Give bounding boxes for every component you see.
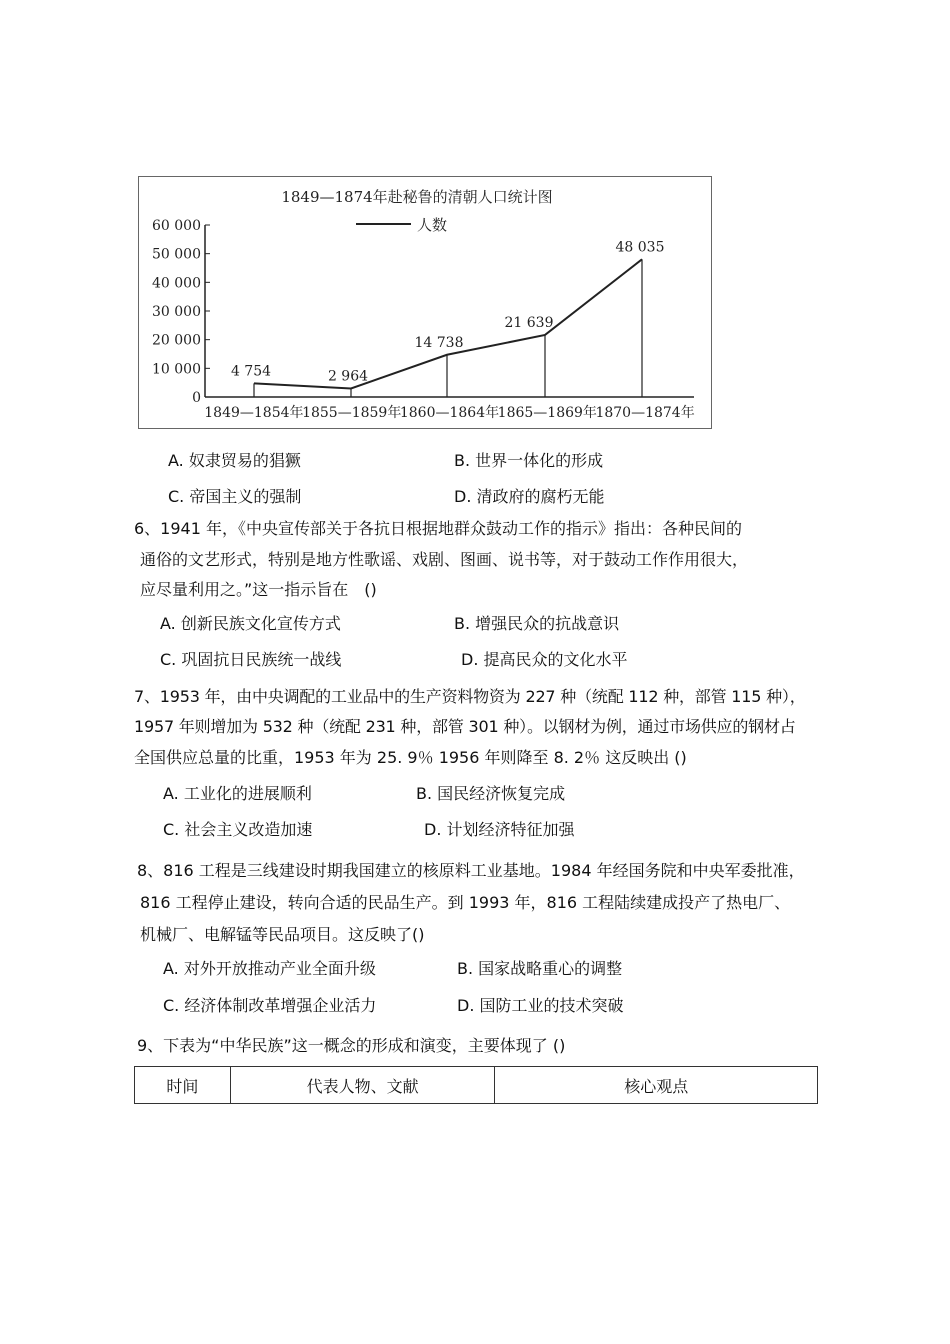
x-tick-labels (204, 404, 694, 421)
series-line-path (254, 259, 642, 388)
line-chart (139, 177, 710, 427)
y-tick-label: 50 000 (152, 246, 201, 263)
q6-option-c[interactable]: C. 巩固抗日民族统一战线 (160, 650, 342, 669)
y-tick-label: 10 000 (152, 361, 201, 378)
chart-title: 1849—1874年赴秘鲁的清朝人口统计图 (281, 188, 553, 206)
q8-stem-line-1: 8、816 工程是三线建设时期我国建立的核原料工业基地。1984 年经国务院和中央军委批准， (137, 861, 805, 880)
table-header-viewpoint: 核心观点 (495, 1067, 818, 1104)
q9-stem: 9、下表为“中华民族”这一概念的形成和演变，主要体现了 () (137, 1036, 566, 1055)
data-label: 48 035 (615, 239, 665, 256)
data-label: 14 738 (414, 334, 464, 351)
q8-option-c[interactable]: C. 经济体制改革增强企业活力 (163, 996, 377, 1015)
q7-option-a[interactable]: A. 工业化的进展顺利 (163, 784, 312, 803)
q6-stem-line-3: 应尽量利用之。”这一指示旨在 () (140, 580, 377, 599)
legend-label: 人数 (417, 216, 448, 234)
q6-stem-line-1: 6、1941 年，《中央宣传部关于各抗日根据地群众鼓动工作的指示》指出：各种民间的 (134, 519, 742, 538)
q8-option-b[interactable]: B. 国家战略重心的调整 (457, 959, 623, 978)
data-label: 21 639 (504, 314, 554, 331)
population-chart (138, 176, 712, 429)
q8-option-a[interactable]: A. 对外开放推动产业全面升级 (163, 959, 376, 978)
data-label: 4 754 (230, 363, 272, 380)
q7-stem-line-3: 全国供应总量的比重，1953 年为 25. 9％ 1956 年则降至 8. 2％ 这反映出 () (134, 748, 687, 767)
series-line (254, 259, 642, 397)
q7-option-d[interactable]: D. 计划经济特征加强 (424, 820, 575, 839)
q6-stem-line-2: 通俗的文艺形式，特别是地方性歌谣、戏剧、图画、说书等，对于鼓动工作作用很大， (140, 550, 749, 569)
q5-option-b[interactable]: B. 世界一体化的形成 (454, 451, 604, 470)
data-labels (231, 239, 665, 384)
y-tick-label: 40 000 (152, 275, 201, 292)
x-tick-label: 1865—1869年 (497, 405, 597, 421)
y-tick-label: 0 (192, 390, 201, 406)
q7-option-c[interactable]: C. 社会主义改造加速 (163, 820, 313, 839)
q8-option-d[interactable]: D. 国防工业的技术突破 (457, 996, 624, 1015)
q8-stem-line-2: 816 工程停止建设，转向合适的民品生产。到 1993 年，816 工程陆续建成投产了热电厂、 (140, 893, 791, 912)
q5-option-c[interactable]: C. 帝国主义的强制 (168, 487, 302, 506)
x-tick-label: 1870—1874年 (595, 405, 695, 421)
x-tick-label: 1855—1859年 (302, 405, 402, 421)
y-tick-label: 30 000 (152, 304, 201, 320)
data-label: 2 964 (327, 368, 369, 385)
q6-option-a[interactable]: A. 创新民族文化宣传方式 (160, 614, 341, 633)
y-tick-labels (152, 218, 201, 406)
x-tick-label: 1849—1854年 (204, 405, 304, 421)
y-tick-label: 60 000 (152, 218, 201, 234)
q6-option-b[interactable]: B. 增强民众的抗战意识 (454, 614, 620, 633)
concept-table (134, 1066, 818, 1104)
q7-option-b[interactable]: B. 国民经济恢复完成 (416, 784, 566, 803)
table-header-figures: 代表人物、文献 (230, 1067, 495, 1104)
x-tick-label: 1860—1864年 (399, 405, 500, 421)
q6-option-d[interactable]: D. 提高民众的文化水平 (461, 650, 628, 669)
q5-option-a[interactable]: A. 奴隶贸易的猖獗 (168, 451, 301, 470)
q5-option-d[interactable]: D. 清政府的腐朽无能 (454, 487, 605, 506)
q7-stem-line-2: 1957 年则增加为 532 种（统配 231 种，部管 301 种）。以钢材为例，通过市场供应的钢材占 (134, 717, 796, 736)
table-header-row (135, 1067, 818, 1104)
y-tick-label: 20 000 (152, 332, 201, 349)
q8-stem-line-3: 机械厂、电解锰等民品项目。这反映了() (140, 925, 425, 944)
q7-stem-line-1: 7、1953 年，由中央调配的工业品中的生产资料物资为 227 种（统配 112 种，部管 115 种）， (134, 687, 806, 706)
table-header-time: 时间 (135, 1067, 231, 1104)
